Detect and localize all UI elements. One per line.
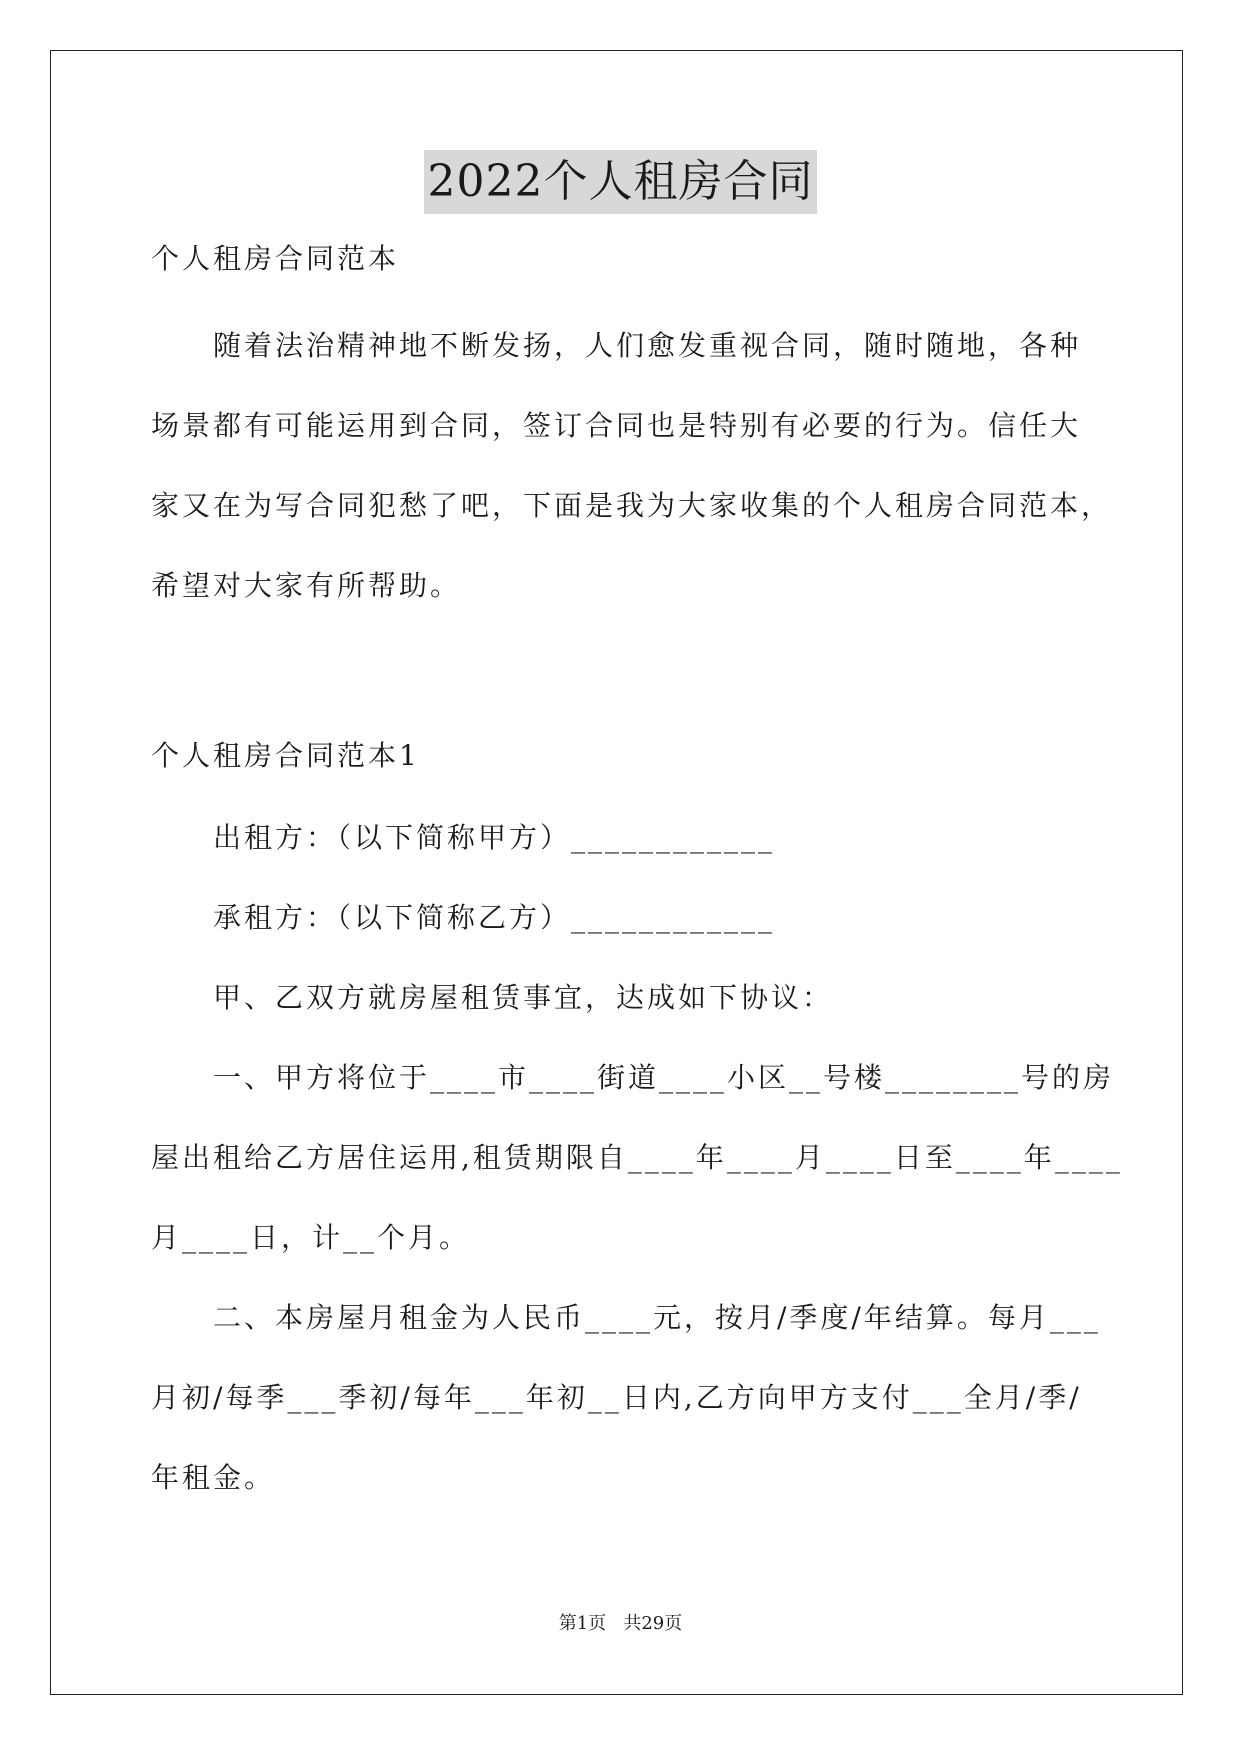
clause-line: 二、本房屋月租金为人民币____元，按月/季度/年结算。每月___ bbox=[213, 1301, 1101, 1334]
lessor-line: 出租方：（以下简称甲方）____________ bbox=[213, 821, 776, 854]
paragraph-line: 希望对大家有所帮助。 bbox=[151, 569, 462, 602]
section-heading: 个人租房合同范本1 bbox=[151, 739, 420, 772]
clause-line: 月____日，计__个月。 bbox=[151, 1221, 471, 1254]
agreement-intro-line: 甲、乙双方就房屋租赁事宜，达成如下协议： bbox=[213, 981, 834, 1014]
subtitle-line: 个人租房合同范本 bbox=[151, 242, 400, 275]
title-container bbox=[0, 150, 1241, 214]
clause-line: 年租金。 bbox=[151, 1461, 276, 1494]
lessee-line: 承租方：（以下简称乙方）____________ bbox=[213, 901, 776, 934]
clause-line: 一、甲方将位于____市____街道____小区__号楼________号的房 bbox=[213, 1061, 1115, 1094]
clause-line: 屋出租给乙方居住运用,租赁期限自____年____月____日至____年____ bbox=[151, 1141, 1123, 1174]
page-number: 第1页 共29页 bbox=[558, 1613, 683, 1634]
paragraph-line: 家又在为写合同犯愁了吧，下面是我为大家收集的个人租房合同范本， bbox=[151, 489, 1113, 522]
page-border bbox=[50, 50, 1183, 1695]
paragraph-line: 场景都有可能运用到合同，签订合同也是特别有必要的行为。信任大 bbox=[151, 409, 1082, 442]
document-title: 2022个人租房合同 bbox=[424, 150, 818, 214]
clause-line: 月初/每季___季初/每年___年初__日内,乙方向甲方支付___全月/季/ bbox=[151, 1381, 1082, 1414]
paragraph-line: 随着法治精神地不断发扬，人们愈发重视合同，随时随地，各种 bbox=[213, 329, 1082, 362]
